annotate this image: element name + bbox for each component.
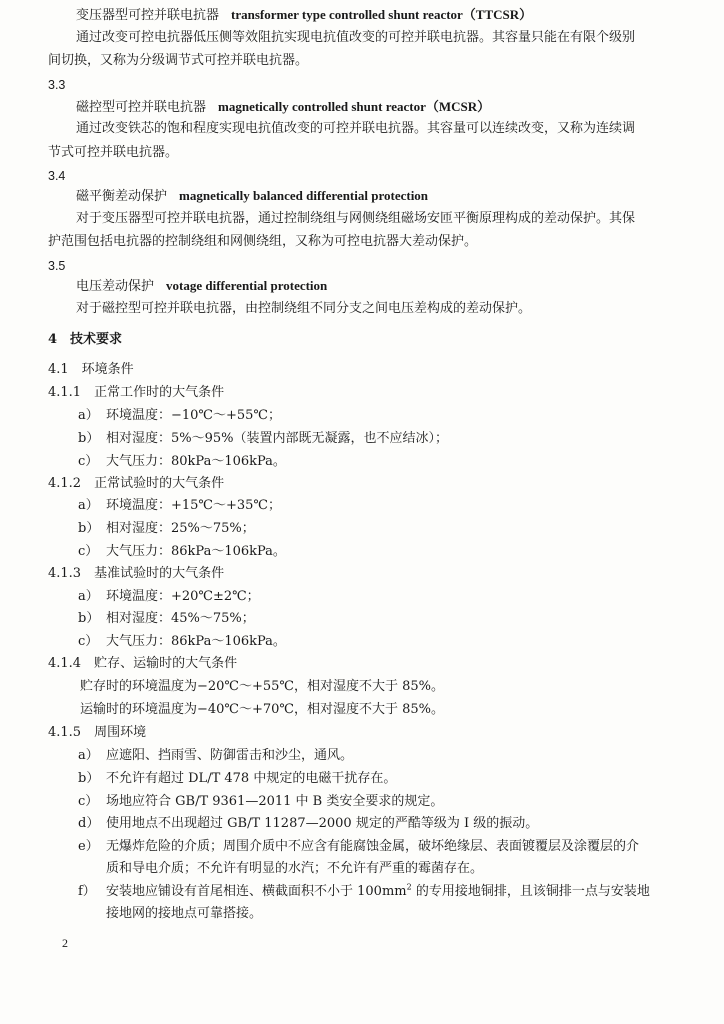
term-zh: 变压器型可控并联电抗器 bbox=[76, 8, 220, 23]
list-item bbox=[78, 748, 353, 764]
term-en: magnetically controlled shunt reactor（MCSR） bbox=[218, 99, 491, 114]
list-label: a） bbox=[78, 408, 99, 423]
body-text: 通过改变铁芯的饱和程度实现电抗值改变的可控并联电抗器。其容量可以连续改变，又称为连续调 bbox=[76, 121, 636, 136]
list-text bbox=[106, 884, 650, 899]
superscript: 2 bbox=[406, 882, 412, 892]
section-heading: 4.1 环境条件 bbox=[48, 362, 134, 377]
body-text: 对于磁控型可控并联电抗器，由控制绕组不同分支之间电压差构成的差动保护。 bbox=[76, 301, 532, 316]
term-zh: 磁控型可控并联电抗器 bbox=[76, 100, 207, 115]
subsection-heading: 4.1.4 贮存、运输时的大气条件 bbox=[48, 656, 238, 671]
body-text: 运输时的环境温度为−40℃～+70℃，相对湿度不大于 85%。 bbox=[80, 702, 444, 717]
term-3-4 bbox=[76, 188, 428, 205]
list-text: 大气压力：86kPa～106kPa。 bbox=[106, 544, 286, 559]
page-number: 2 bbox=[62, 936, 68, 950]
body-text: 间切换，又称为分级调节式可控并联电抗器。 bbox=[48, 53, 309, 68]
list-text: 相对湿度：5%～95%（装置内部既无凝露，也不应结冰）； bbox=[106, 431, 449, 446]
list-item bbox=[78, 544, 286, 560]
list-label: e） bbox=[78, 839, 99, 854]
list-text: 应遮阳、挡雨雪、防御雷击和沙尘，通风。 bbox=[106, 748, 354, 763]
term-zh: 磁平衡差动保护 bbox=[76, 189, 168, 204]
list-text: 使用地点不出现超过 GB/T 11287—2000 规定的严酷等级为 I 级的振动。 bbox=[106, 816, 539, 831]
list-item bbox=[78, 454, 286, 470]
list-item bbox=[78, 408, 281, 424]
section-number: 3.5 bbox=[48, 259, 66, 273]
term-en: transformer type controlled shunt reactor（TTCSR） bbox=[231, 7, 533, 22]
body-text: 通过改变可控电抗器低压侧等效阻抗实现电抗值改变的可控并联电抗器。其容量只能在有限个级别 bbox=[76, 30, 636, 45]
list-label: c） bbox=[78, 794, 99, 809]
list-label: a） bbox=[78, 589, 99, 604]
list-label: b） bbox=[78, 771, 100, 786]
list-text: 相对湿度：25%～75%； bbox=[106, 521, 255, 536]
list-text: 场地应符合 GB/T 9361—2011 中 B 类安全要求的规定。 bbox=[106, 794, 444, 809]
list-item bbox=[78, 839, 639, 855]
subsection-heading: 4.1.2 正常试验时的大气条件 bbox=[48, 476, 225, 491]
list-label: b） bbox=[78, 611, 100, 626]
body-text: 节式可控并联电抗器。 bbox=[48, 145, 179, 160]
subsection-heading: 4.1.5 周围环境 bbox=[48, 725, 147, 740]
list-label: b） bbox=[78, 521, 100, 536]
section-number: 3.4 bbox=[48, 169, 66, 183]
list-label: c） bbox=[78, 544, 99, 559]
list-item bbox=[78, 498, 281, 514]
list-item bbox=[78, 431, 448, 447]
term-3-3 bbox=[76, 99, 490, 116]
term-en: votage differential protection bbox=[166, 278, 328, 293]
list-text-continued: 接地网的接地点可靠搭接。 bbox=[106, 906, 263, 921]
list-item bbox=[78, 771, 396, 787]
list-text-continued: 质和导电介质；不允许有明显的水汽；不允许有严重的霉菌存在。 bbox=[106, 861, 484, 876]
list-text: 大气压力：80kPa～106kPa。 bbox=[106, 454, 286, 469]
list-label: b） bbox=[78, 431, 100, 446]
term-3-5 bbox=[76, 278, 327, 295]
list-text: 相对湿度：45%～75%； bbox=[106, 611, 255, 626]
list-text-part: 的专用接地铜排，且该铜排一点与安装地 bbox=[411, 884, 650, 899]
section-number: 3.3 bbox=[48, 78, 66, 92]
list-item bbox=[78, 521, 255, 537]
term-zh: 电压差动保护 bbox=[76, 279, 155, 294]
list-text: 大气压力：86kPa～106kPa。 bbox=[106, 634, 286, 649]
list-text: 无爆炸危险的介质；周围介质中不应含有能腐蚀金属，破坏绝缘层、表面镀覆层及涂覆层的介 bbox=[106, 839, 640, 854]
list-label: c） bbox=[78, 454, 99, 469]
list-item bbox=[78, 884, 650, 900]
list-item bbox=[78, 794, 443, 810]
term-3-2 bbox=[76, 7, 532, 24]
list-label: f） bbox=[78, 884, 96, 899]
list-label: a） bbox=[78, 498, 99, 513]
list-item bbox=[78, 589, 260, 605]
body-text: 贮存时的环境温度为−20℃～+55℃，相对湿度不大于 85%。 bbox=[80, 679, 444, 694]
term-en: magnetically balanced differential protection bbox=[179, 188, 429, 203]
body-text: 对于变压器型可控并联电抗器，通过控制绕组与网侧绕组磁场安匝平衡原理构成的差动保护。其保 bbox=[76, 211, 636, 226]
list-text: 不允许有超过 DL/T 478 中规定的电磁干扰存在。 bbox=[106, 771, 397, 786]
chapter-heading: 4 技术要求 bbox=[48, 332, 123, 347]
subsection-heading: 4.1.3 基准试验时的大气条件 bbox=[48, 566, 225, 581]
list-text-part: 安装地应铺设有首尾相连、横截面积不小于 100mm bbox=[106, 884, 407, 899]
list-label: c） bbox=[78, 634, 99, 649]
body-text: 护范围包括电抗器的控制绕组和网侧绕组，又称为可控电抗器大差动保护。 bbox=[48, 234, 478, 249]
list-item bbox=[78, 816, 538, 832]
list-item bbox=[78, 611, 255, 627]
list-text: 环境温度：−10℃～+55℃； bbox=[106, 408, 281, 423]
list-item bbox=[78, 634, 286, 650]
subsection-heading: 4.1.1 正常工作时的大气条件 bbox=[48, 385, 225, 400]
list-text: 环境温度：+20℃±2℃； bbox=[106, 589, 260, 604]
list-text: 环境温度：+15℃～+35℃； bbox=[106, 498, 281, 513]
list-label: a） bbox=[78, 748, 99, 763]
list-label: d） bbox=[78, 816, 100, 831]
